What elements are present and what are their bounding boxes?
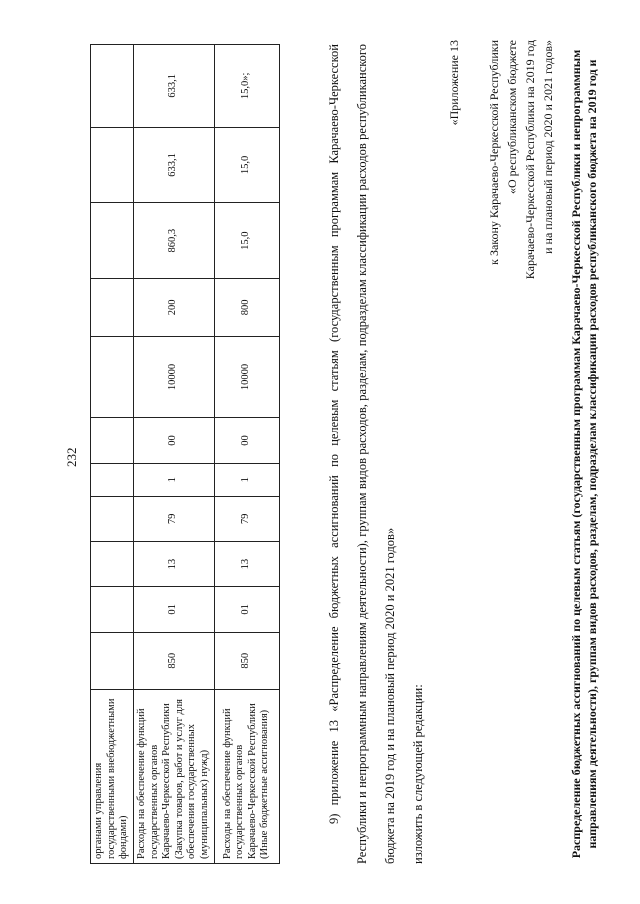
cell-gr: 850 — [214, 632, 279, 689]
cell-gr: 850 — [133, 632, 214, 689]
table-row — [133, 45, 214, 864]
cell-cs1 — [91, 496, 134, 541]
appendix-line: и на плановый период 2020 и 2021 годов» — [541, 40, 555, 254]
appendix-line: «О республиканском бюджете — [505, 40, 519, 195]
cell-gr — [91, 632, 134, 689]
cell-pr — [91, 542, 134, 587]
appendix-line: Карачаево-Черкесской Республики на 2019 год — [523, 40, 537, 280]
cell-cs3: 00 — [214, 418, 279, 463]
cell-2021: 633,1 — [133, 45, 214, 128]
cell-pr: 13 — [133, 542, 214, 587]
budget-table — [90, 44, 280, 864]
cell-pr: 13 — [214, 542, 279, 587]
cell-2021 — [91, 45, 134, 128]
cell-cs1: 79 — [214, 496, 279, 541]
appendix-title: «Приложение 13 — [447, 40, 461, 126]
cell-vr: 200 — [133, 279, 214, 336]
cell-2020: 15,0 — [214, 127, 279, 203]
row-name: органами управления государственными внебюджетными фондами) — [91, 690, 134, 864]
appendix-line: к Закону Карачаево-Черкесской Республики — [487, 40, 501, 265]
cell-cs4: 10000 — [133, 336, 214, 418]
cell-cs4 — [91, 336, 134, 418]
cell-2020 — [91, 127, 134, 203]
amendment-paragraph: 9) приложение 13 «Распределение бюджетных ассигнований по целевым статьям (государственным программам Карачаево-Черкесской Республики и непрограммным направлениям деятельности), группам видов расходов, разделам, подразделам классификации расходов республиканского бюджета на 2019 год и на плановый период 2020 и 2021 годов» — [327, 44, 397, 864]
cell-cs1: 79 — [133, 496, 214, 541]
cell-rz: 01 — [214, 587, 279, 632]
page-number: 232 — [64, 447, 79, 467]
cell-cs2: 1 — [133, 463, 214, 496]
cell-2020: 633,1 — [133, 127, 214, 203]
cell-cs4: 10000 — [214, 336, 279, 418]
cell-rz: 01 — [133, 587, 214, 632]
cell-rz — [91, 587, 134, 632]
cell-cs2 — [91, 463, 134, 496]
cell-2019 — [91, 203, 134, 279]
cell-cs3 — [91, 418, 134, 463]
appendix-heading: Распределение бюджетных ассигнований по целевым статьям (государственным программам Карачаево-Черкесской Республики и непрограммным направлениям деятельности), группам видов расходов, разделам, подразделам классификации расходов республиканского бюджета на 2019 год и — [569, 49, 599, 859]
cell-vr: 800 — [214, 279, 279, 336]
row-name: Расходы на обеспечение функций государственных органов Карачаево-Черкесской Республики (Иные бюджетные ассигнования) — [214, 690, 279, 864]
appendix-reference — [445, 40, 557, 370]
row-name: Расходы на обеспечение функций государственных органов Карачаево-Черкесской Республики (Закупка товаров, работ и услуг для обеспечения государственных (муниципальных) нужд) — [133, 690, 214, 864]
cell-2021: 15,0»; — [214, 45, 279, 128]
table-row — [91, 45, 134, 864]
cell-cs2: 1 — [214, 463, 279, 496]
cell-2019: 860,3 — [133, 203, 214, 279]
cell-vr — [91, 279, 134, 336]
amendment-instruction: изложить в следующей редакции: — [411, 684, 425, 864]
table-row — [214, 45, 279, 864]
cell-cs3: 00 — [133, 418, 214, 463]
cell-2019: 15,0 — [214, 203, 279, 279]
